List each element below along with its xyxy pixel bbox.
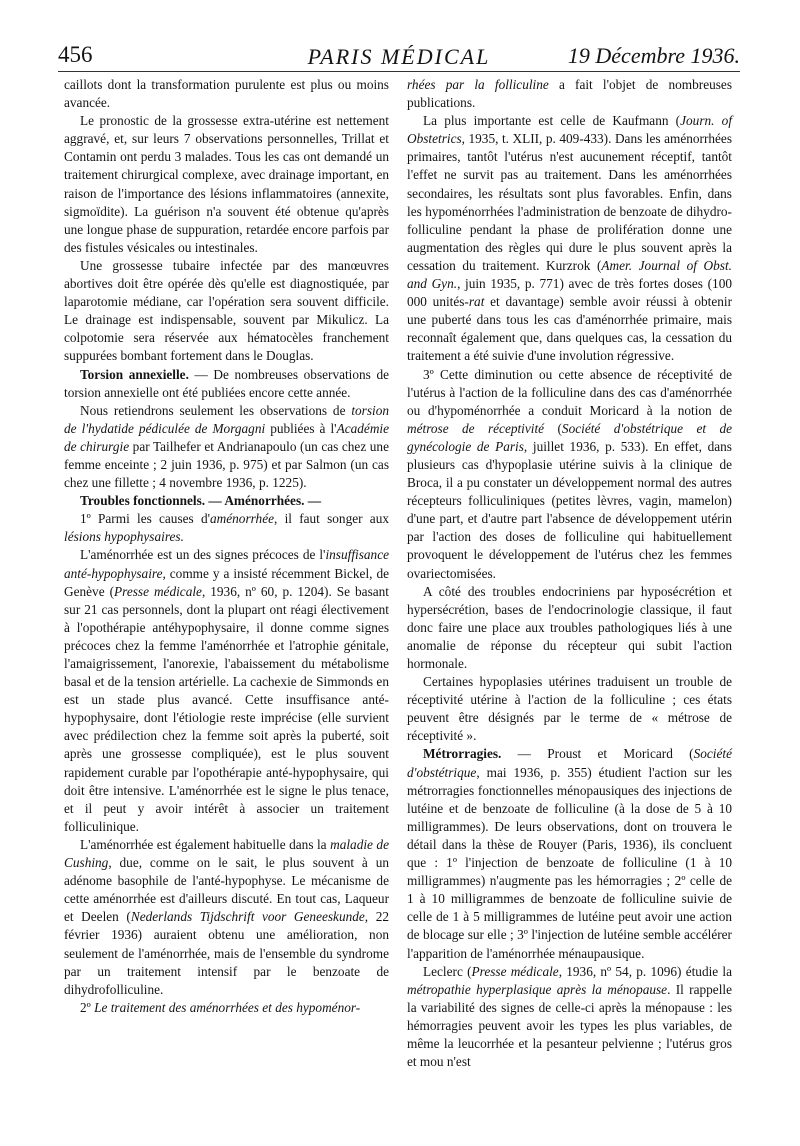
right-column [407, 76, 732, 1071]
section-troubles: Troubles fonctionnels. — Aménorrhées. — [80, 493, 322, 509]
paragraph: rhées par la folliculine a fait l'objet de nombreuses publications. [407, 77, 732, 111]
paragraph: Une grossesse tubaire infectée par des manœuvres abortives doit être opérée dès qu'elle est diagnostiquée, par laparotomie médiane, car l'opération sera souvent difficile. Le drainage est indispensable, souvent par Mikulicz. La colpotomie sera réservée aux hématocèles franchement suppurées bombant fortement dans le Douglas. [64, 257, 389, 364]
journal-title: PARIS MÉDICAL [307, 44, 491, 69]
issue-date: 19 Décembre 1936. [567, 43, 740, 68]
left-column [64, 76, 389, 1017]
section-heading: Métrorragies. [423, 746, 502, 762]
paragraph: Nous retiendrons seulement les observations de torsion de l'hydatide pédiculée de Morgagni publiées à l'Académie de chirurgie par Tailhefer et Andrianapoulo (un cas chez une femme enceinte ; 2 juin 1936, p. 975) et par Salmon (un cas chez une fillette ; 4 novembre 1936, p. 1225). [64, 402, 390, 491]
paragraph: Leclerc (Presse médicale, 1936, nº 54, p. 1096) étudie la métropathie hyperplasique après la ménopause. Il rappelle la variabilité des signes de celle-ci après la ménopause : les hémorragies peuvent avoir les types les plus variables, de même la leucorrhée et la pesanteur pelvienne ; l'utérus gros et mou n'est [407, 963, 733, 1070]
paragraph: 1º Parmi les causes d'aménorrhée, il faut songer aux lésions hypophysaires. [64, 511, 389, 545]
paragraph: Certaines hypoplasies utérines traduisent un trouble de réceptivité utérine à l'action de la folliculine ; ces états peuvent être désignés par le terme de « métrose de réceptivité ». [407, 674, 732, 744]
section-metrorragies: Métrorragies. — Proust et Moricard (Société d'obstétrique, mai 1936, p. 355) étudient l'action sur les métrorragies fonctionnelles ménopausiques des injections de lutéine et de benzoate de folliculine (à la dose de 5 à 10 milligrammes). De leurs observations, dont on trouvera le détail dans la thèse de Rouyer (Paris, 1936), ils concluent que : 1º l'injection de benzoate de folliculine (1 à 10 milligrammes) n'augmente pas les hémorragies ; 2º celle de 1 à 10 milligrammes de benzoate de folliculine suivie de celle de 1 à 5 milligrammes de lutéine peut avoir une action de blocage sur elle ; 3º l'injection de lutéine semble accélérer l'apparition de l'aménorrhée ménaupausique. [407, 746, 732, 961]
page-header [58, 38, 740, 74]
section-heading: Torsion annexielle. [80, 366, 189, 382]
paragraph: L'aménorrhée est un des signes précoces de l'insuffisance anté-hypophysaire, comme y a insisté récemment Bickel, de Genève (Presse médicale, 1936, nº 60, p. 1204). Se basant sur 21 cas personnels, dont la plupart ont réagi électivement à l'opothérapie antéhypophysaire, il donne comme signes précoces chez la femme l'aménorrhée et l'atrophie génitale, l'amaigrissement, l'anorexie, l'abaissement du métabolisme basal et de la tension artérielle. La cachexie de Simmonds en est un stade plus avancé. Cette insuffisance anté-hypophysaire, dont l'étiologie reste imprécise (elle survient avec prédilection chez la femme soit après la puberté, soit après une grossesse compliquée), est le plus souvent rapidement curable par l'opothérapie anté-hypophysaire, qui doit être intensive. L'aménorrhée est le signe le plus tenace, et il peut y avoir intérêt à associer un traitement folliculinique. [64, 547, 389, 834]
paragraph: La plus importante est celle de Kaufmann (Journ. of Obstetrics, 1935, t. XLII, p. 409-433). Dans les aménorrhées primaires, tantôt l'utérus n'est aucunement réceptif, tantôt l'effet ne survit pas au traitement. Dans les aménorrhées secondaires, les résultats sont plus favorables. Enfin, dans les hypoménorrhées l'administration de benzoate de dihydro-folliculine pendant la phase de prolifération donne une augmentation des règles qui dure le plus souvent après la cessation du traitement. Kurzrok (Amer. Journal of Obst. and Gyn., juin 1935, p. 771) avec de très fortes doses (100 000 unités-rat et davantage) semble avoir réussi à obtenir une puberté dans tous les cas d'aménorrhée primaire, mais reconnaît également que, dans quelques cas, la cessation du traitement a été suivie d'une involution régressive. [407, 113, 733, 364]
paragraph: L'aménorrhée est également habituelle dans la maladie de Cushing, due, comme on le sait, le plus souvent à un adénome basophile de l'anté-hypophyse. Le mécanisme de cette aménorrhée est d'ailleurs discuté. En tout cas, Laqueur et Deelen (Nederlands Tijdschrift voor Geneeskunde, 22 février 1936) auraient obtenu une amélioration, non seulement de l'aménorrhée, mais de l'ensemble du syndrome par un traitement intensif par le benzoate de dihydrofolliculine. [64, 836, 389, 997]
section-torsion: Torsion annexielle. — De nombreuses observations de torsion annexielle ont été publiées encore cette année. [64, 366, 390, 400]
paragraph: 2º Le traitement des aménorrhées et des hypoménor- [80, 999, 361, 1015]
paragraph: Le pronostic de la grossesse extra-utérine est nettement aggravé, et, sur leurs 7 observations personnelles, Trillat et Contamin ont perdu 3 malades. Tous les cas ont demandé un traitement chirurgical complexe, avec drainage important, en raison de l'importance des lésions inflammatoires (annexite, sigmoïdite). La guérison n'a souvent été obtenue qu'après une longue phase de suppuration, retardée encore parfois par des fistules vésicales ou intestinales. [64, 113, 389, 255]
section-heading: Troubles fonctionnels. — Aménorrhées. [80, 493, 305, 509]
paragraph: caillots dont la transformation purulente est plus ou moins avancée. [64, 77, 389, 111]
paragraph: A côté des troubles endocriniens par hyposécrétion et hypersécrétion, bases de l'endocrinologie classique, il faut donc faire une place aux troubles pathologiques liés à une anomalie de réponse du récepteur qui subit l'action hormonale. [407, 583, 732, 671]
paragraph: 3º Cette diminution ou cette absence de réceptivité de l'utérus à l'action de la folliculine dans des cas d'aménorrhée ou d'hypoménorrhée a conduit Moricard à la notion de métrose de réceptivité (Société d'obstétrique et de gynécologie de Paris, juillet 1936, p. 533). En effet, dans plusieurs cas d'hypoplasie utérine suivis à la clinique de Broca, il a pu constater un développement normal des autres récepteurs folliculiniques (petites lèvres, vagin, mamelon) d'une part, et d'autre part l'absence de développement utérin par l'action des doses de folliculine qui habituellement provoquent le développement de l'utérus chez les femmes ovariectomisées. [407, 366, 732, 581]
header-rule [58, 71, 740, 72]
page-number: 456 [58, 42, 93, 67]
